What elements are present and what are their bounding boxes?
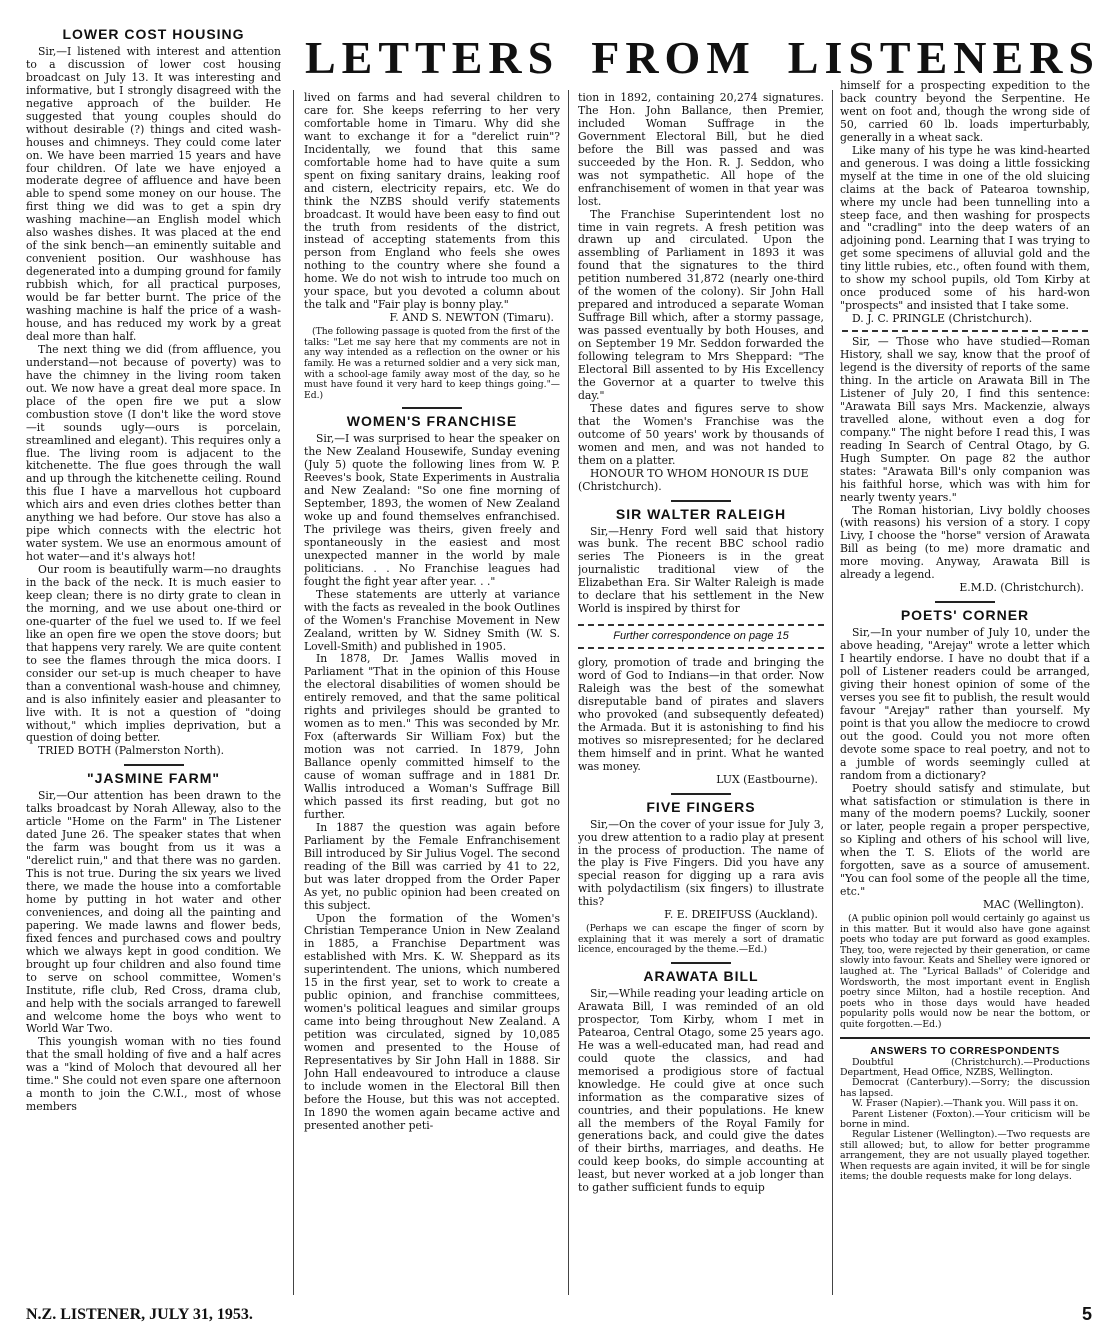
letter-signature: TRIED BOTH (Palmerston North). (38, 744, 225, 758)
letter-paragraph: Upon the formation of the Women's Christian Temperance Union in New Zealand in 1885, a Franchise Department was established with Mrs. K. W. Sheppard as its superintendent. The unions, which numbered 15 in the first year, set to work to create a public opinion, and franchise committees, women's political leagues and similar groups came into being throughout New Zealand. A petition was circulated, signed by 10,085 women and presented to the House of Representatives by Sir John Hall in 1888. Sir John Hall endeavoured to introduce a clause to include women in the Electoral Bill then before the House, but this was not accepted. In 1890 the women again became active and presented another peti- (304, 911, 560, 1132)
letter-paragraph: The Franchise Superintendent lost no time in vain regrets. A fresh petition was drawn up and circulated. Upon the assembling of Parliament in 1893 it was found that the signatures to the third petition numbered 31,872 (nearly one-third of the women of the colony). Sir John Hall prepared and introduced a separate Woman Suffrage Bill which, after a stormy passage, was passed eventually by both Houses, and on September 19 Mr. Seddon forwarded the following telegram to Mrs Sheppard: "The Electoral Bill assented to by His Excellency the Governor at a quarter to twelve this day." (578, 207, 824, 402)
letter-signature: HONOUR TO WHOM HONOUR IS DUE (Christchurch). (578, 466, 809, 493)
letter-heading: LOWER COST HOUSING (62, 28, 245, 42)
letter-paragraph: These statements are utterly at variance with the facts as revealed in the book Outlines of the Women's Franchise Movement in New Zealand, written by W. Sidney Smith (W. S. Lovell-Smith) and published in 1905. (304, 587, 560, 653)
letter-paragraph: Sir,—Henry Ford well said that history was bunk. The recent BBC school radio series The Pioneers is in the great journalistic traditional view of the Elizabethan Era. Sir Walter Raleigh is made to declare that his settlement in the New World is inspired by thirst for (578, 524, 824, 616)
letter-signature: LUX (Eastbourne). (716, 772, 818, 786)
masthead (305, 30, 1100, 85)
letter-heading: POETS' CORNER (900, 607, 1030, 624)
letter-paragraph: glory, promotion of trade and bringing the word of God to Indians—in that order. Now Raleigh was the best of the somewhat disreputable band of pirates and slavers who provoked (and subsequently defeated) the Armada. But it is astonishing to find his motives so misrepresented; for he declared them himself and in print. What he wanted was money. (578, 656, 824, 773)
letter-paragraph: Sir,—On the cover of your issue for July 3, you drew attention to a radio play at present in the process of production. The name of the play is Five Fingers. Did you have any special reason for digging up a rara avis with polydactilism (six fingers) to illustrate this? (578, 817, 824, 909)
letter-signature: F. AND S. NEWTON (Timaru). (389, 311, 554, 325)
letter-signature: E.M.D. (Christchurch). (959, 581, 1084, 595)
answers-heading: ANSWERS TO CORRESPONDENTS (870, 1044, 1060, 1057)
letter-paragraph: These dates and figures serve to show that the Women's Franchise was the outcome of 50 years' work by thousands of women and men, and was not handed to them on a platter. (578, 401, 824, 467)
letter-paragraph: Sir, — Those who have studied—Roman History, shall we say, know that the proof of legend is the diversity of reports of the same thing. In the article on Arawata Bill in The Listener of July 20, I find this sentence: "Arawata Bill says Mrs. Mackenzie, always travelled alone, without even a dog for company." The night before I read this, I was reading In Search of Central Otago, by G. Hugh Sumpter. On page 82 the author states: "Arawata Bill's only companion was his faithful horse, which was with him for nearly twenty years." (840, 335, 1090, 504)
letter-heading: "JASMINE FARM" (86, 770, 221, 787)
divider (935, 601, 995, 603)
divider (402, 407, 462, 409)
letter-paragraph: In 1878, Dr. James Wallis moved in Parliament "That in the opinion of this House the electoral disabilities of women should be entirely removed, and that the same political rights and privileges should be granted to women as to men." This was seconded by Mr. Fox (afterwards Sir William Fox) but the motion was not carried. In 1879, John Ballance openly committed himself to the cause of woman suffrage and in 1881 Dr. Wallis introduced a Woman's Suffrage Bill which passed its first reading, but got no further. (304, 652, 560, 821)
divider (671, 793, 731, 795)
letter-paragraph: Sir,—While reading your leading article on Arawata Bill, I was reminded of an old prospector, Tom Kirby, whom I met in Patearoa, Central Otago, some 25 years ago. He was a well-educated man, had read and could quote the classics, and had memorised a prodigious store of factual knowledge. He could give at once such information as the comparative sizes of countries, and their populations. He knew all the members of the Royal Family for generations back, and could give the dates of their births, marriages, and deaths. He could keep books, do simple accounting at least, but never worked at a job longer than to gather sufficient funds to equip (578, 986, 824, 1195)
column-rule (293, 90, 294, 1295)
answer-item: Parent Listener (Foxton).—Your criticism will be borne in mind. (840, 1108, 1090, 1131)
divider (671, 962, 731, 964)
letter-paragraph: Our room is beautifully warm—no draughts in the back of the neck. It is much easier to keep clean; there is no dirty grate to clean in the morning, and we use about one-third or one-quarter of the fuel we used to. If we feel like an open fire we open the stove doors; but that happens very rarely. We are quite content to see the flames through the mica doors. I consider our set-up is much cheaper to have than a conventional wash-house and chimney, and is also infinitely easier and pleasanter to live with. It is not a question of "doing without," which implies deprivation, but a question of doing better. (26, 563, 281, 745)
letter-paragraph: The next thing we did (from affluence, you understand—not because of poverty) was to have the chimney in the living room taken out. We now have a great deal more space. In place of the open fire we put a slow combustion stove (I don't like the word stove—it sounds ugly—ours is porcelain, streamlined and elegant). This requires only a flue. The living room is adjacent to the kitchenette. The flue goes through the wall and up through the kitchenette ceiling. Round this flue I have a marvellous hot cupboard which airs and even dries clothes better than anything we had before. Our stove has also a pipe which connects with the electric hot water system. We use an enormous amount of hot water—and it's always hot! (26, 342, 281, 564)
letter-heading: FIVE FINGERS (646, 798, 756, 815)
letter-paragraph: Sir,—I listened with interest and attention to a discussion of lower cost housing broadcast on July 13. It was interesting and informative, but I strongly disagreed with the negative approach of the builder. He suggested that young couples should do without desirable (?) things and cited wash-houses and chimneys. They could come later on. We have been married 15 years and have four children. Of late we have enjoyed a moderate degree of affluence and have been able to spend some money on our house. The first thing we did was to get a spin dry washing machine—an English model which also washes dishes. It was placed at the end of the sink bench—an eminently suitable and convenient position. Our washhouse has degenerated into a dumping ground for family rubbish which, for all practical purposes, would be far better burnt. The price of the washing machine is half the price of a wash-house, and has reduced my work by a great deal more than half. (26, 44, 281, 343)
letter-paragraph: Poetry should satisfy and stimulate, but what satisfaction or stimulation is there in many of the modern poems? Luckily, sooner or later, people regain a proper perspective, so Kipling and others of his school will live, when the T. S. Eliots of the world are forgotten, save as a source of amusement. "You can fool some of the people all the time, etc." (840, 781, 1090, 899)
letter-paragraph: tion in 1892, containing 20,274 signatures. The Hon. John Ballance, then Premier, included Woman Suffrage in the Government Electoral Bill, but he died before the Bill was passed and was succeeded by the Hon. R. J. Seddon, who was not sympathetic. All hope of the enfranchisement of women in that year was lost. (578, 92, 824, 208)
letter-paragraph: Sir,—Our attention has been drawn to the talks broadcast by Norah Alleway, also to the article "Home on the Farm" in The Listener dated June 26. The speaker states that when the farm was bought from us it was a "derelict ruin," and that there was no garden. This is not true. During the six years we lived there, we made the house into a comfortable home by putting in hot water and other conveniences, and doing all the painting and papering. We made lawns and flower beds, fixed fences and purchased cows and poultry which we always kept in good condition. We brought up four children and also found time to serve on school committee, Women's Institute, rifle club, Red Cross, drama club, and help with the socials arranged to farewell and welcome home the boys who went to World War Two. (26, 789, 281, 1036)
divider (840, 1037, 1090, 1039)
letter-signature: MAC (Wellington). (982, 898, 1084, 912)
page-number: 5 (1082, 1304, 1093, 1324)
editor-note: (The following passage is quoted from the first of the talks: "Let me say here that my comments are not in any way intended as a reflection on the owner or his family. He was a returned soldier and a very sick man, with a school-age family away most of the day, so he must have found it very hard to keep things going."—Ed.) (304, 326, 560, 401)
footer-publication: N.Z. LISTENER, JULY 31, 1953. (26, 1306, 253, 1323)
letter-paragraph: himself for a prospecting expedition to the back country beyond the Serpentine. He went on foot and, though the wrong side of 50, carried 60 lb. loads imperturbably, generally in a wheat sack. (840, 80, 1090, 144)
masthead-word: LETTERS (305, 31, 560, 83)
answer-item: Doubtful (Christchurch).—Productions Department, Head Office, NZBS, Wellington. (840, 1056, 1090, 1078)
letter-heading: SIR WALTER RALEIGH (615, 505, 787, 522)
letter-signature: D. J. C. PRINGLE (Christchurch). (852, 312, 1033, 326)
letter-paragraph: Sir,—In your number of July 10, under the above heading, "Arejay" wrote a letter which I heartily endorse. I have no doubt that if a poll of Listener readers could be arranged, giving their honest opinion of some of the verses you see fit to publish, the result would favour "Arejay" rather than yourself. My point is that you allow the mediocre to crowd out the good. Could you not more often devote some space to real poetry, and not to a jumble of words seemingly culled at random from a dictionary? (840, 626, 1090, 782)
letter-paragraph: Sir,—I was surprised to hear the speaker on the New Zealand Housewife, Sunday evening (July 5) quote the following lines from W. P. Reeves's book, State Experiments in Australia and New Zealand: "So one fine morning of September, 1893, the women of New Zealand woke up and found themselves enfranchised. The privilege was theirs, given freely and spontaneously in the easiest and most unexpected manner in the world by male politicians. . . No Franchise leagues had fought the fight year after year. . ." (304, 432, 560, 588)
divider (842, 330, 1088, 332)
letter-paragraph: lived on farms and had several children to care for. She keeps referring to her very comfortable home in Timaru. Why did she want to exchange it for a "derelict ruin"? Incidentally, we found that this same comfortable home had to have quite a sum spent on fixing sanitary drains, leaking roof and cistern, electricity repairs, etc. We do think the NZBS should verify statements broadcast. It would have been easy to find out the truth from residents of the district, instead of accepting statements from this person from England who feels she owes nothing to the country where she found a home. We do not wish to intrude too much on your space, but you devoted a column about the talk and "Fair play is bonny play." (304, 92, 560, 312)
letter-paragraph: In 1887 the question was again before Parliament by the Female Enfranchisement Bill introduced by Sir Julius Vogel. The second reading of the Bill was carried by 41 to 22, but was later dropped from the Order Paper As yet, no public opinion had been created on this subject. (304, 820, 560, 912)
masthead-word: FROM (591, 31, 756, 83)
editor-note: (A public opinion poll would certainly go against us in this matter. But it would also have gone against poets who today are put forward as good examples. They, too, were rejected by their generation, or came slowly into favour. Keats and Shelley were ignored or laughed at. The "Lyrical Ballads" of Coleridge and Wordsworth, the most important event in English poetry since Milton, had a hostile reception. And poets who in those days would have headed popularity polls would now be near the bottom, or quite forgotten.—Ed.) (840, 913, 1090, 1031)
masthead-word: LISTENERS (787, 31, 1100, 83)
column-3 (578, 92, 824, 1298)
column-1 (26, 28, 281, 1298)
answer-item: Regular Listener (Wellington).—Two requests are still allowed; but, to allow for better programme arrangement, they are not usually played together. When requests are again invited, it will be for single items; the double requests make for long delays. (840, 1129, 1090, 1183)
column-4 (840, 80, 1090, 1298)
divider (671, 500, 731, 502)
answers-list (840, 1058, 1090, 1183)
column-rule (568, 90, 569, 1295)
letter-paragraph: Like many of his type he was kind-hearted and generous. I was doing a little fossicking myself at the time in one of the old sluicing claims at the back of Patearoa township, where my uncle had been tunnelling into a steep face, and then washing for prospects and "cradling" into the deep waters of an adjoining pond. Learning that I was trying to get some specimens of alluvial gold and the tiny little rubies, etc., often found with them, to show my school pupils, old Tom Kirby at once produced some of his hard-won "prospects" and insisted that I take some. (840, 143, 1090, 313)
letter-paragraph: The Roman historian, Livy boldly chooses (with reasons) his version of a story. I copy Livy, I choose the "horse" version of Arawata Bill as being (to me) more dramatic and more moving. Anyway, Arawata Bill is already a legend. (840, 503, 1090, 582)
divider (124, 764, 184, 766)
answer-item: Democrat (Canterbury).—Sorry; the discussion has lapsed. (840, 1077, 1090, 1099)
letter-signature: F. E. DREIFUSS (Auckland). (664, 908, 818, 922)
letter-paragraph: This youngish woman with no ties found that the small holding of five and a half acres was a "kind of Moloch that devoured all her time." She could not even spare one afternoon a month to join the C.W.I., most of whose members (26, 1035, 281, 1114)
editor-note: (Perhaps we can escape the finger of scorn by explaining that it was merely a sort of dramatic licence, encouraged by the theme.—Ed.) (578, 923, 824, 956)
column-rule (832, 90, 833, 1295)
letter-heading: WOMEN'S FRANCHISE (346, 413, 518, 430)
letter-heading: ARAWATA BILL (643, 968, 759, 985)
column-2 (304, 92, 560, 1298)
further-correspondence-note: Further correspondence on page 15 (578, 624, 824, 649)
answer-item: W. Fraser (Napier).—Thank you. Will pass it on. (852, 1098, 1079, 1110)
